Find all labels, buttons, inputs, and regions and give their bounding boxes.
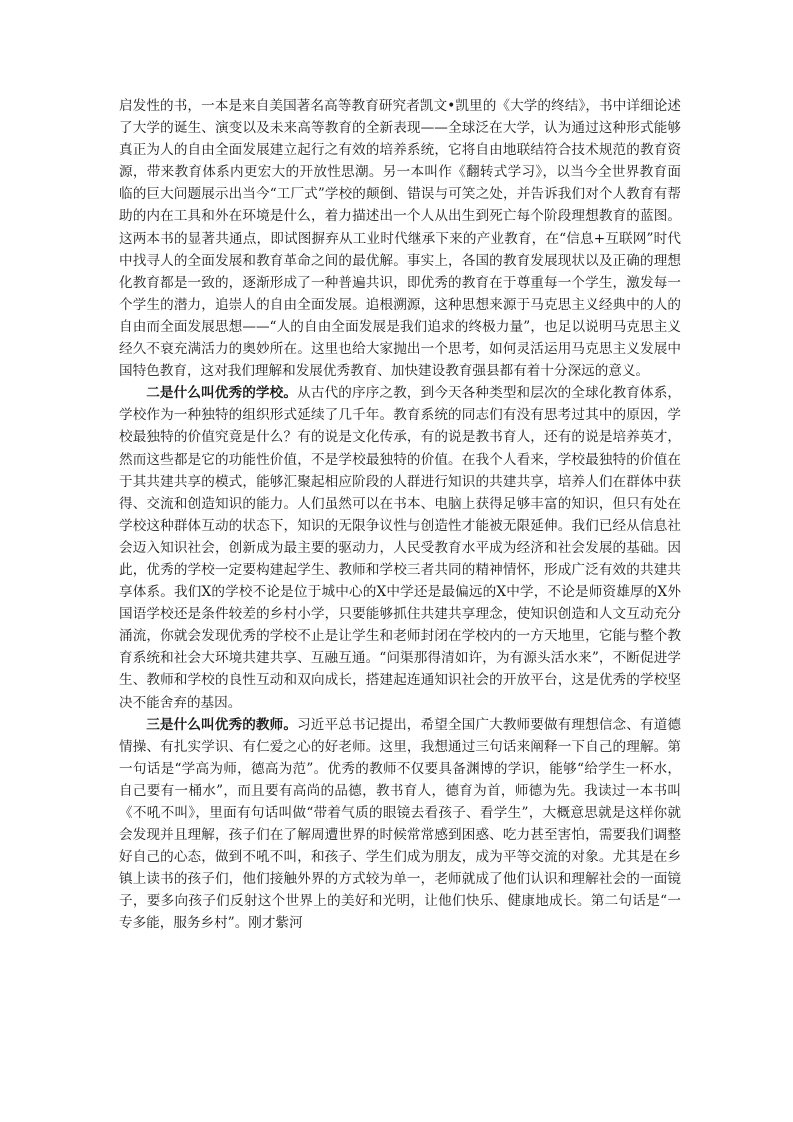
paragraph-3-text: 习近平总书记提出，希望全国广大教师要做有理想信念、有道德情操、有扎实学识、有仁爱之心的好老师。这里，我想通过三句话来阐释一下自己的理解。第一句话是“学高为师，德高为范”。优秀的教师不仅要具备渊博的学识，能够“给学生一杯水，自己要有一桶水”，而且要有高尚的品德，教书育人，德育为首，师德为先。我读过一本书叫《不吼不叫》，里面有句话叫做“带着气质的眼镜去看孩子、看学生”，大概意思就是这样你就会发现并且理解，孩子们在了解周遭世界的时候常常感到困惑、吃力甚至害怕，需要我们调整好自己的心态，做到不吼不叫，和孩子、学生们成为朋友，成为平等交流的对象。尤其是在乡镇上读书的孩子们，他们接触外界的方式较为单一，老师就成了他们认识和理解社会的一面镜子，要多向孩子们反射这个世界上的美好和光明，让他们快乐、健康地成长。第二句话是“一专多能，服务乡村”。刚才紫河 <box>119 716 682 932</box>
paragraph-1-text: 启发性的书，一本是来自美国著名高等教育研究者凯文•凯里的《大学的终结》，书中详细论述了大学的诞生、演变以及未来高等教育的全新表现——全球泛在大学，认为通过这种形式能够真正为人的自由全面发展建立起行之有效的培养系统，它将自由地联结符合技术规范的教育资源，带来教育体系内更宏大的开放性思潮。另一本叫作《翻转式学习》，以当今全世界教育面临的巨大问题展示出当今“工厂式”学校的颠倒、错误与可笑之处，并告诉我们对个人教育有帮助的内在工具和外在环境是什么，着力描述出一个人从出生到死亡每个阶段理想教育的蓝图。这两本书的显著共通点，即试图摒弃从工业时代继承下来的产业教育，在“信息+互联网”时代中找寻人的全面发展和教育革命之间的最优解。事实上，各国的教育发展现状以及正确的理想化教育都是一致的，逐渐形成了一种普遍共识，即优秀的教育在于尊重每一个学生，激发每一个学生的潜力，追崇人的自由全面发展。追根溯源，这种思想来源于马克思主义经典中的人的自由而全面发展思想——“人的自由全面发展是我们追求的终极力量”，也足以说明马克思主义经久不衰充满活力的奥妙所在。这里也给大家抛出一个思考，如何灵活运用马克思主义发展中国特色教育，这对我们理解和发展优秀教育、加快建设教育强县都有着十分深远的意义。 <box>119 98 681 380</box>
paragraph-1 <box>119 95 681 382</box>
paragraph-2 <box>119 382 681 713</box>
paragraph-3 <box>119 714 681 935</box>
paragraph-2-text: 从古代的序序之教，到今天各种类型和层次的全球化教育体系，学校作为一种独特的组织形式延续了几千年。教育系统的同志们有没有思考过其中的原因，学校最独特的价值究竟是什么？有的说是文化传承，有的说是教书育人，还有的说是培养英才，然而这些都是它的功能性价值，不是学校最独特的价值。在我个人看来，学校最独特的价值在于其共建共享的模式，能够汇聚起相应阶段的人群进行知识的共建共享，培养人们在群体中获得、交流和创造知识的能力。人们虽然可以在书本、电脑上获得足够丰富的知识，但只有处在学校这种群体互动的状态下，知识的无限争议性与创造性才能被无限延伸。我们已经从信息社会迈入知识社会，创新成为最主要的驱动力，人民受教育水平成为经济和社会发展的基础。因此，优秀的学校一定要构建起学生、教师和学校三者共同的精神情怀，形成广泛有效的共建共享体系。我们X的学校不论是位于城中心的X中学还是最偏远的X中学，不论是师资雄厚的X外国语学校还是条件较差的乡村小学，只要能够抓住共建共享理念，使知识创造和人文互动充分涌流，你就会发现优秀的学校不止是让学生和老师封闭在学校内的一方天地里，它能与整个教育系统和社会大环境共建共享、互融互通。“问渠那得清如许，为有源头活水来”，不断促进学生、教师和学校的良性互动和双向成长，搭建起连通知识社会的开放平台，这是优秀的学校坚决不能舍弃的基因。 <box>119 385 682 711</box>
section-heading-teacher: 三是什么叫优秀的教师。 <box>146 716 298 733</box>
document-page <box>119 95 681 935</box>
section-heading-school: 二是什么叫优秀的学校。 <box>146 385 298 402</box>
